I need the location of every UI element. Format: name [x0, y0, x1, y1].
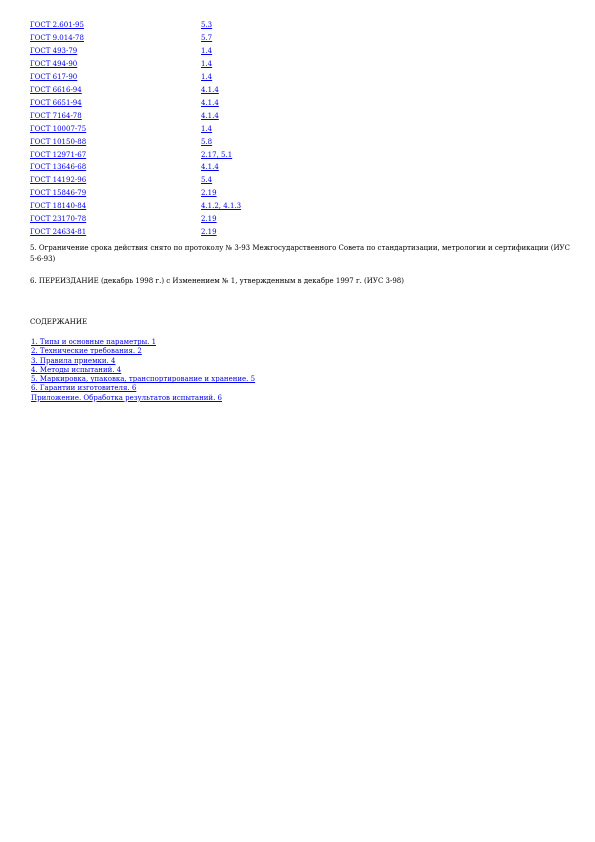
- reference-doc-link[interactable]: ГОСТ 15846-79: [30, 189, 87, 198]
- reference-clause-link[interactable]: 2.19: [201, 228, 217, 237]
- reference-clause-link[interactable]: 2.17, 5.1: [201, 150, 233, 159]
- reference-doc-link[interactable]: ГОСТ 13646-68: [30, 163, 87, 172]
- reference-doc-cell: [30, 71, 201, 84]
- reference-clause-cell: [201, 123, 241, 136]
- reference-doc-cell: [30, 149, 201, 162]
- table-row: [30, 71, 241, 84]
- reference-clause-cell: [201, 213, 241, 226]
- reference-doc-cell: [30, 213, 201, 226]
- reference-doc-cell: [30, 200, 201, 213]
- contents-heading: СОДЕРЖАНИЕ: [30, 318, 88, 326]
- reference-clause-cell: [201, 97, 241, 110]
- reference-doc-link[interactable]: ГОСТ 2.601-95: [30, 21, 84, 29]
- reference-clause-link[interactable]: 1.4: [201, 72, 213, 81]
- validity-note-paragraph: 5. Ограничение срока действия снято по протоколу № 3-93 Межгосударственного Совета по стандартизации, метрологии и сертификации (ИУС 5-6-93): [30, 244, 570, 263]
- reference-clause-link[interactable]: 1.4: [201, 59, 213, 68]
- reference-clause-cell: [201, 71, 241, 84]
- reference-doc-link[interactable]: ГОСТ 12971-67: [30, 150, 87, 159]
- table-row: [30, 149, 241, 162]
- toc-item: [31, 384, 255, 393]
- table-row: [30, 226, 241, 239]
- reference-doc-cell: [30, 97, 201, 110]
- table-row: [30, 136, 241, 149]
- reference-doc-link[interactable]: ГОСТ 23170-78: [30, 215, 87, 224]
- reference-clause-cell: [201, 187, 241, 200]
- reference-clause-link[interactable]: 4.1.4: [201, 85, 219, 94]
- reference-doc-link[interactable]: ГОСТ 9.014-78: [30, 33, 84, 42]
- toc-item: [31, 394, 255, 403]
- reference-clause-link[interactable]: 1.4: [201, 124, 213, 133]
- toc-item: [31, 357, 255, 366]
- reference-clause-cell: [201, 226, 241, 239]
- reference-doc-link[interactable]: ГОСТ 14192-96: [30, 176, 87, 185]
- table-of-contents: [31, 338, 255, 403]
- toc-item: [31, 347, 255, 356]
- table-row: [30, 200, 241, 213]
- table-row: [30, 123, 241, 136]
- reference-doc-cell: [30, 110, 201, 123]
- reference-clause-cell: [201, 136, 241, 149]
- toc-link[interactable]: 1. Типы и основные параметры. 1: [31, 338, 157, 346]
- reference-doc-cell: [30, 84, 201, 97]
- toc-link[interactable]: 3. Правила приемки. 4: [31, 356, 116, 365]
- reference-doc-cell: [30, 123, 201, 136]
- toc-link[interactable]: 2. Технические требования. 2: [31, 347, 142, 356]
- reference-doc-cell: [30, 174, 201, 187]
- toc-link[interactable]: 5. Маркировка, упаковка, транспортирование и хранение. 5: [31, 375, 256, 384]
- reference-doc-cell: [30, 58, 201, 71]
- table-row: [30, 32, 241, 45]
- reference-doc-link[interactable]: ГОСТ 10150-88: [30, 137, 87, 146]
- reference-doc-cell: [30, 136, 201, 149]
- reference-doc-link[interactable]: ГОСТ 6616-94: [30, 85, 82, 94]
- toc-item: [31, 366, 255, 375]
- table-row: [30, 84, 241, 97]
- reference-doc-link[interactable]: ГОСТ 18140-84: [30, 202, 87, 211]
- table-row: [30, 213, 241, 226]
- reference-clause-link[interactable]: 5.8: [201, 137, 213, 146]
- reference-clause-cell: [201, 149, 241, 162]
- reference-clause-cell: [201, 174, 241, 187]
- reference-clause-cell: [201, 45, 241, 58]
- reference-clause-link[interactable]: 5.7: [201, 33, 213, 42]
- reference-doc-link[interactable]: ГОСТ 493-79: [30, 46, 78, 55]
- reference-clause-cell: [201, 58, 241, 71]
- reference-doc-cell: [30, 32, 201, 45]
- toc-link[interactable]: 6. Гарантии изготовителя. 6: [31, 384, 137, 393]
- table-row: [30, 58, 241, 71]
- reference-clause-link[interactable]: 4.1.4: [201, 111, 219, 120]
- reference-clause-link[interactable]: 2.19: [201, 215, 217, 224]
- reference-doc-link[interactable]: ГОСТ 6651-94: [30, 98, 82, 107]
- table-row: [30, 174, 241, 187]
- toc-item: [31, 375, 255, 384]
- reference-doc-link[interactable]: ГОСТ 617-90: [30, 72, 78, 81]
- reference-doc-link[interactable]: ГОСТ 7164-78: [30, 111, 82, 120]
- reference-doc-link[interactable]: ГОСТ 24634-81: [30, 228, 87, 237]
- reference-clause-link[interactable]: 4.1.4: [201, 163, 219, 172]
- toc-item: [31, 338, 255, 347]
- table-row: [30, 19, 241, 32]
- reference-clause-link[interactable]: 1.4: [201, 46, 213, 55]
- reference-clause-link[interactable]: 4.1.2, 4.1.3: [201, 202, 242, 211]
- reference-clause-cell: [201, 110, 241, 123]
- reference-clause-cell: [201, 200, 241, 213]
- reference-doc-cell: [30, 161, 201, 174]
- reissue-note-paragraph: 6. ПЕРЕИЗДАНИЕ (декабрь 1998 г.) с Изменением № 1, утвержденным в декабре 1997 г. (ИУС 3-98): [30, 277, 404, 285]
- table-row: [30, 161, 241, 174]
- reference-clause-cell: [201, 32, 241, 45]
- toc-link[interactable]: Приложение. Обработка результатов испытаний. 6: [31, 393, 222, 402]
- toc-link[interactable]: 4. Методы испытаний. 4: [31, 365, 122, 374]
- reference-doc-cell: [30, 45, 201, 58]
- reference-clause-cell: [201, 161, 241, 174]
- table-row: [30, 187, 241, 200]
- reference-clause-cell: [201, 84, 241, 97]
- reference-clause-link[interactable]: 5.3: [201, 21, 213, 29]
- reference-doc-cell: [30, 226, 201, 239]
- reference-clause-link[interactable]: 4.1.4: [201, 98, 219, 107]
- reference-clause-link[interactable]: 2.19: [201, 189, 217, 198]
- reference-clause-cell: [201, 19, 241, 32]
- reference-doc-cell: [30, 187, 201, 200]
- table-row: [30, 97, 241, 110]
- table-row: [30, 45, 241, 58]
- reference-doc-link[interactable]: ГОСТ 494-90: [30, 59, 78, 68]
- reference-doc-link[interactable]: ГОСТ 10007-75: [30, 124, 87, 133]
- table-row: [30, 110, 241, 123]
- reference-doc-cell: [30, 19, 201, 32]
- reference-clause-link[interactable]: 5.4: [201, 176, 213, 185]
- normative-references-table: [30, 19, 241, 239]
